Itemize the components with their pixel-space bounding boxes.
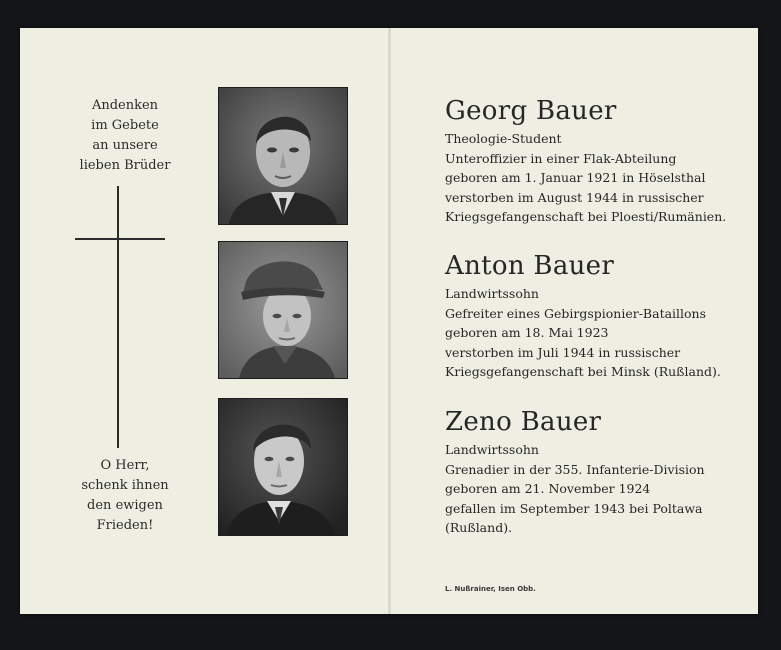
person-detail: (Rußland). <box>445 520 513 535</box>
left-panel <box>20 28 388 614</box>
person-detail: Grenadier in der 355. Infanterie-Division <box>445 461 705 477</box>
person-detail: geboren am 18. Mai 1923 <box>445 325 609 340</box>
cross-icon <box>117 186 119 448</box>
person-detail: gefallen im September 1943 bei Poltawa <box>445 500 703 516</box>
remembrance-text <box>60 96 190 176</box>
person-detail: Kriegsgefangenschaft bei Minsk (Rußland). <box>445 364 721 379</box>
person-name: Georg Bauer <box>445 96 617 126</box>
person-detail: Kriegsgefangenschaft bei Ploesti/Rumänien. <box>445 209 727 224</box>
person-detail: Unteroffizier in einer Flak-Abteilung <box>445 150 677 166</box>
right-panel <box>391 28 758 614</box>
remembrance-line: an unsere <box>92 138 158 153</box>
cross-bar <box>75 238 165 240</box>
prayer-line: Frieden! <box>96 518 154 533</box>
person-detail: geboren am 21. November 1924 <box>445 481 651 496</box>
portrait-photo-anton <box>218 241 348 379</box>
person-detail: verstorben im Juli 1944 in russischer <box>445 344 681 360</box>
person-detail: Landwirtssohn <box>445 286 539 301</box>
prayer-text <box>60 456 190 536</box>
person-detail: Landwirtssohn <box>445 442 539 457</box>
person-name: Zeno Bauer <box>445 407 602 437</box>
prayer-line: O Herr, <box>100 458 150 473</box>
person-name: Anton Bauer <box>445 251 615 281</box>
prayer-line: den ewigen <box>87 498 163 513</box>
person-detail: geboren am 1. Januar 1921 in Höselsthal <box>445 170 706 185</box>
memorial-card <box>20 28 758 614</box>
portrait-icon <box>219 399 347 535</box>
prayer-line: schenk ihnen <box>81 478 169 493</box>
portrait-photo-zeno <box>218 398 348 536</box>
portrait-icon <box>219 242 347 378</box>
portrait-icon <box>219 88 347 224</box>
portrait-photo-georg <box>218 87 348 225</box>
printer-imprint: L. Nußrainer, Isen Obb. <box>445 585 536 593</box>
person-detail: Gefreiter eines Gebirgspionier-Bataillons <box>445 305 707 321</box>
person-detail: verstorben im August 1944 in russischer <box>445 189 704 205</box>
person-entry <box>445 250 765 382</box>
person-detail: Theologie-Student <box>445 131 562 146</box>
remembrance-line: lieben Brüder <box>79 158 171 173</box>
person-entry <box>445 95 765 227</box>
remembrance-line: Andenken <box>91 98 159 113</box>
remembrance-line: im Gebete <box>91 118 159 133</box>
person-entry <box>445 406 765 538</box>
